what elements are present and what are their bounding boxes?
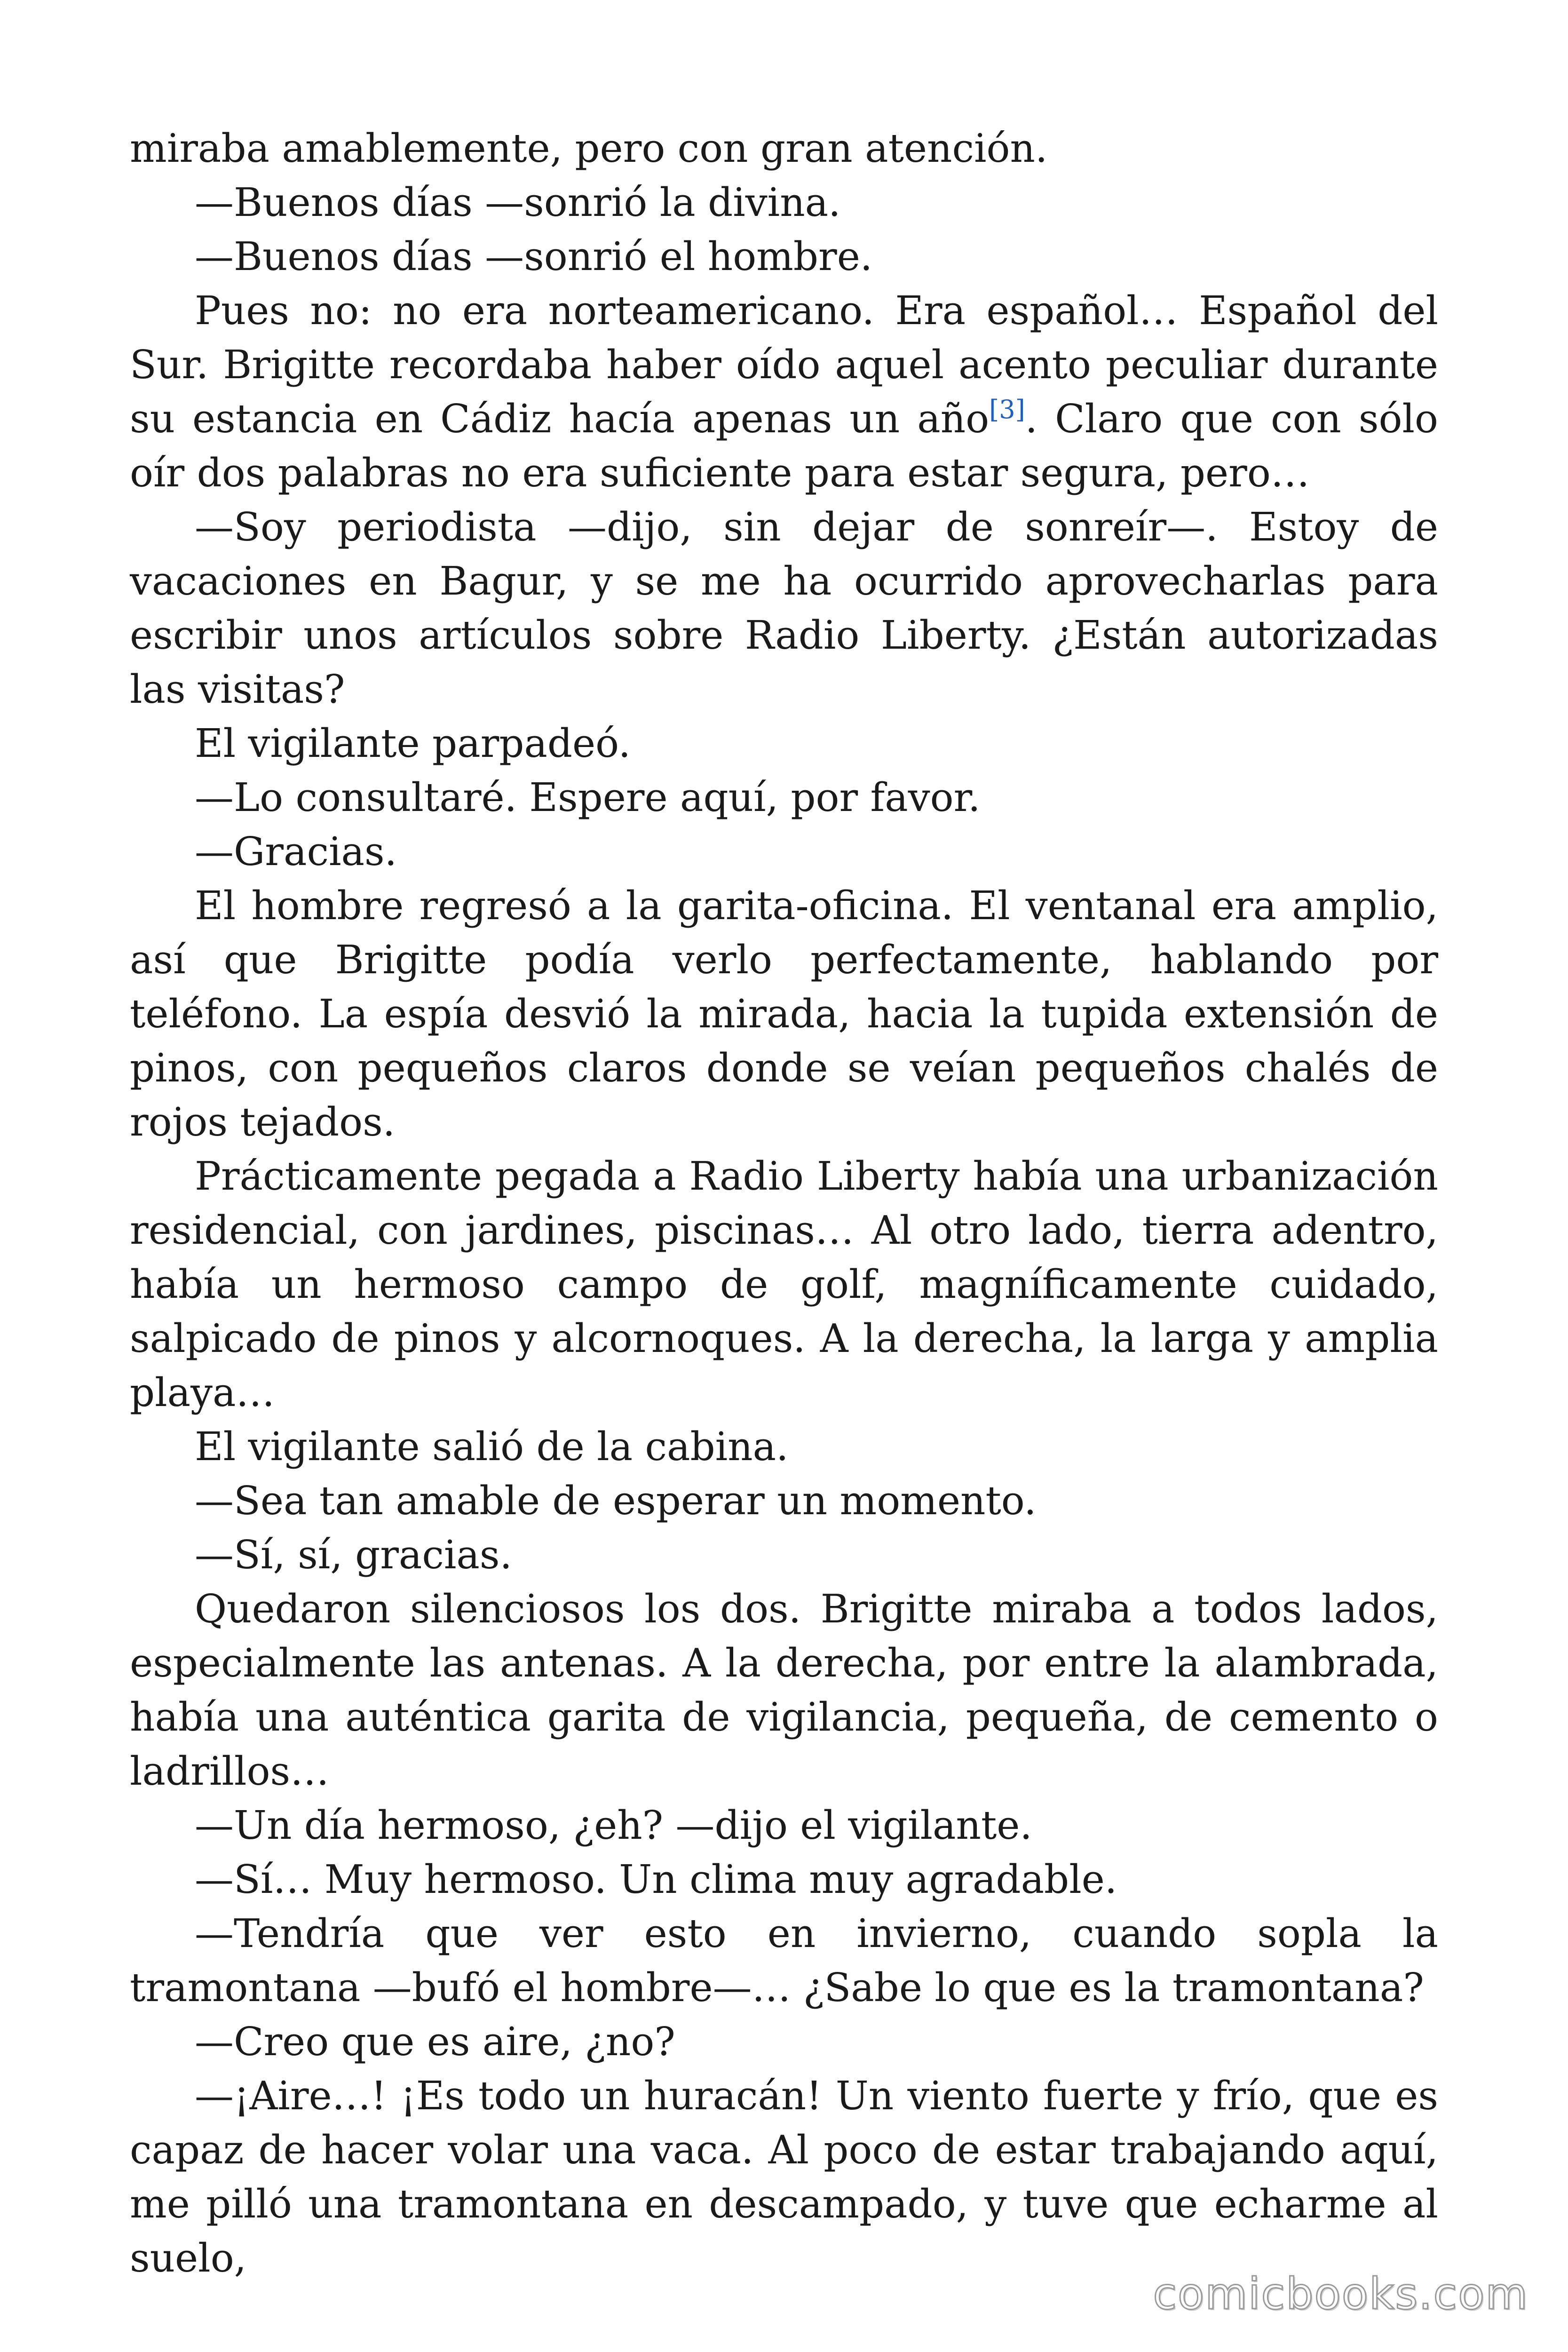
paragraph: —Buenos días —sonrió el hombre. [195, 234, 873, 279]
paragraph: —Sea tan amable de esperar un momento. [195, 1478, 1037, 1524]
paragraph: miraba amablemente, pero con gran atención. [130, 126, 1048, 171]
paragraph-text-after: . Claro que con sólo oír dos palabras no era suficiente para estar segura, pero… [130, 396, 1438, 496]
footnote-link[interactable]: [3] [989, 395, 1025, 424]
paragraph-with-footnote [130, 284, 1438, 500]
paragraph: —Tendría que ver esto en invierno, cuando sopla la tramontana —bufó el hombre—… ¿Sabe lo que es la tramontana? [130, 1911, 1438, 2010]
paragraph: —Buenos días —sonrió la divina. [195, 180, 841, 225]
paragraph: —Sí, sí, gracias. [195, 1532, 512, 1578]
paragraph: —Un día hermoso, ¿eh? —dijo el vigilante. [195, 1803, 1032, 1848]
paragraph: —Soy periodista —dijo, sin dejar de sonreír—. Estoy de vacaciones en Bagur, y se me ha ocurrido aprovecharlas para escribir unos artículos sobre Radio Liberty. ¿Están autorizadas las visitas? [130, 504, 1438, 712]
page-text [130, 121, 1438, 2285]
paragraph: —Creo que es aire, ¿no? [195, 2019, 675, 2065]
paragraph: El vigilante parpadeó. [195, 721, 631, 766]
watermark-text: comicbooks.com [1153, 2269, 1528, 2319]
paragraph: —Gracias. [195, 829, 397, 874]
paragraph-text-before: Pues no: no era norteamericano. Era español… Español del Sur. Brigitte recordaba haber oído aquel acento peculiar durante su estancia en Cádiz hacía apenas un año [130, 288, 1438, 442]
paragraph: —¡Aire…! ¡Es todo un huracán! Un viento fuerte y frío, que es capaz de hacer volar una vaca. Al poco de estar trabajando aquí, me pilló una tramontana en descampado, y tuve que echarme al suelo, [130, 2073, 1438, 2281]
paragraph: —Sí… Muy hermoso. Un clima muy agradable. [195, 1857, 1117, 1902]
paragraph: El vigilante salió de la cabina. [195, 1424, 789, 1470]
paragraph: El hombre regresó a la garita-oficina. El ventanal era amplio, así que Brigitte podía verlo perfectamente, hablando por teléfono. La espía desvió la mirada, hacia la tupida extensión de pinos, con pequeños claros donde se veían pequeños chalés de rojos tejados. [130, 883, 1438, 1145]
paragraph: Prácticamente pegada a Radio Liberty había una urbanización residencial, con jardines, piscinas… Al otro lado, tierra adentro, había un hermoso campo de golf, magníficamente cuidado, salpicado de pinos y alcornoques. A la derecha, la larga y amplia playa… [130, 1153, 1438, 1415]
paragraph: Quedaron silenciosos los dos. Brigitte miraba a todos lados, especialmente las antenas. A la derecha, por entre la alambrada, había una auténtica garita de vigilancia, pequeña, de cemento o ladrillos… [130, 1586, 1438, 1794]
paragraph: —Lo consultaré. Espere aquí, por favor. [195, 775, 981, 820]
